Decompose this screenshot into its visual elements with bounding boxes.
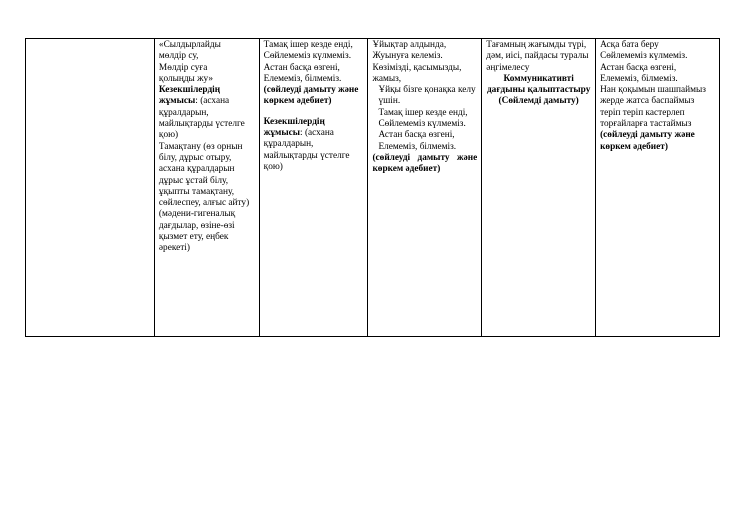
duty-title: Кезекшілердің жұмысы [158,85,221,107]
plan-table [25,38,720,337]
poem-line: Көзімізді, қасымызды, жамыз, [372,62,462,84]
activity-tag: (сөйлеуді дамыту және көркем әдебиет) [372,152,478,175]
cell-sleep-poem [368,39,482,337]
activity-tag: Коммуникативті дағдыны қалыптастыру [486,73,591,96]
duty-text: : (асхана құралдарын, майлықтарды үстелге қою) [158,96,245,141]
empty-cell [26,39,155,337]
poem-line: Елемеміз, білмеміз. [378,141,457,152]
poem-line: Астан басқа өзгені, Елемеміз, білмеміз. (сөйлеуді дамыту және көркем әдебиет) [263,62,359,107]
food-talk-text: Тағамның жағымды түрі, дәм, иісі, пайдасы туралы әңгімелесу [486,40,589,73]
poem-line: Сөйлемеміз күлмеміз. [600,51,688,62]
duty-text: : (асхана құралдарын, майлықтарды үстелге қою) [263,128,350,172]
poem-line: Жуынуға келеміз. [372,51,443,62]
activity-tag: (сөйлеуді дамыту және көркем әдебиет) [600,130,695,152]
poem-line: «Сылдырлайды [158,40,221,50]
poem-line: Ұйқы бізге қонақка келу үшін. [378,85,476,107]
table-row [26,39,720,337]
activity-tag: (сөйлеуді дамыту және көркем әдебиет) [263,85,359,107]
poem-line: Астан басқа өзгені, [378,130,455,141]
poem-line: Тамақ ішер кезде енді, [378,107,468,118]
poem-line: Асқа бата беру [600,40,659,50]
poem-line: Тамақ ішер кезде енді, [263,40,353,50]
cell-meal-poem [259,39,368,337]
meal-text: Тамақтану (өз орнын білу, дұрыс отыру, асхана құралдарын дұрыс ұстай білу, ұқыпты тамақтану, сөйлеспеу, алғыс айту) (мәдени-гигеналық дағдылар, өзіне-өзі қызмет ету, еңбек әрекеті) [158,141,250,254]
poem-line: Астан басқа өзгені, [600,62,677,73]
poem-line: мөлдір су, [158,51,199,62]
poem-line: Сөйлемеміз күлмеміз. [263,51,352,62]
duty-title: Кезекшілердің жұмысы [263,116,325,139]
poem-line: қолыңды жу» [158,73,214,84]
poem-line: Ұйықтар алдында, [372,40,447,50]
poem-line: Мөлдір суға [158,62,208,73]
cell-food-talk [482,39,596,337]
duty-paragraph [159,85,255,141]
activity-tag: (Сөйлемді дамыту) [498,96,579,107]
poem-line: Нан қоқымын шашпаймыз жерде жатса баспаймыз теріп теріп кастерлеп торғайларға тастаймыз [600,85,706,130]
poem-line: Елемеміз, білмеміз. [600,73,678,84]
cell-blessing [596,39,720,337]
duty-paragraph [264,117,364,173]
poem-line: Сөйлемеміз күлмеміз. [378,119,466,130]
cell-washing-and-meal [154,39,259,337]
